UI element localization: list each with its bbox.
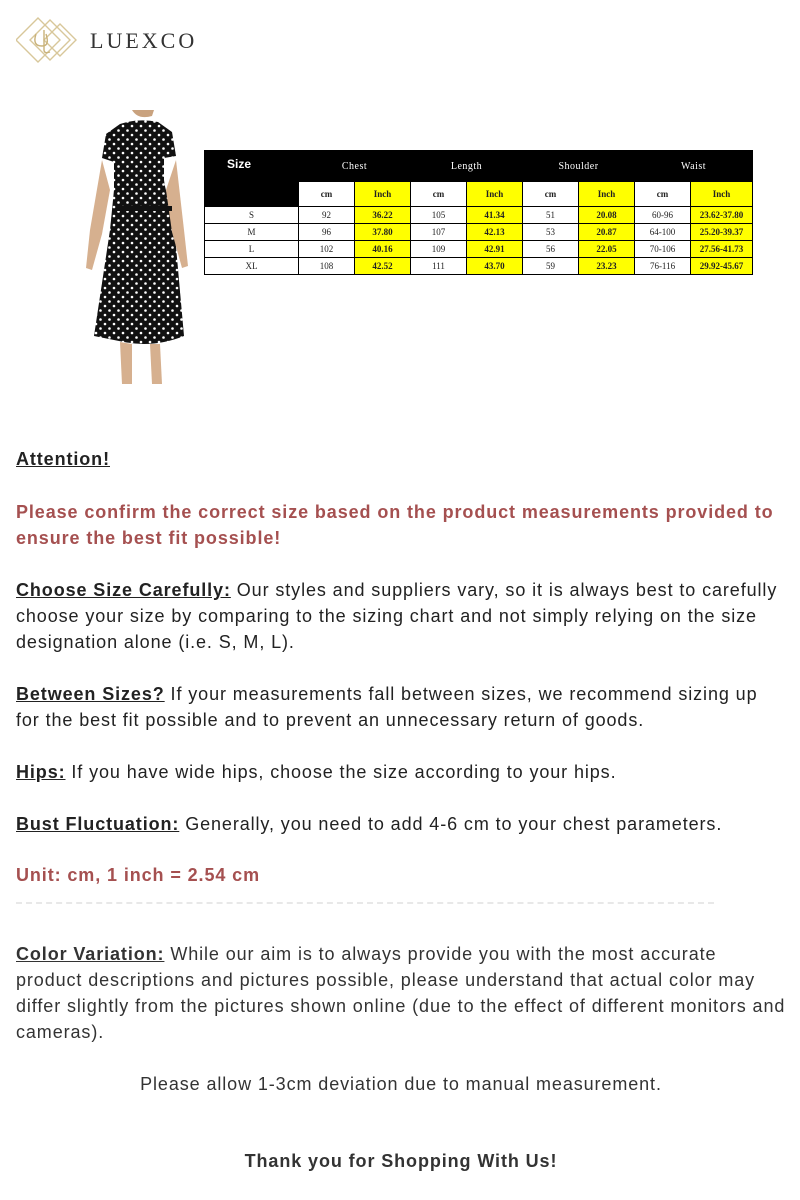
unit-cm: cm — [299, 182, 355, 207]
size-chart-table — [204, 150, 753, 275]
table-cell: 42.13 — [467, 224, 523, 241]
size-cell: XL — [205, 258, 299, 275]
color-variation-paragraph — [16, 941, 786, 1045]
table-cell: 43.70 — [467, 258, 523, 275]
choose-size-paragraph — [16, 577, 786, 655]
table-cell: 56 — [523, 241, 579, 258]
bust-paragraph — [16, 811, 786, 837]
hips-label: Hips: — [16, 762, 66, 782]
unit-cm: cm — [523, 182, 579, 207]
brand-name: LUEXCO — [90, 28, 198, 53]
luexco-emblem-icon — [16, 16, 82, 64]
length-header: Length — [411, 151, 523, 182]
choose-size-text: Our styles and suppliers vary, so it is always best to carefully choose your size by comparing to the sizing chart and not simply relying on the size designation alone (i.e. S, M, L). — [16, 580, 778, 652]
table-cell: 105 — [411, 207, 467, 224]
brand-logo[interactable] — [16, 16, 197, 64]
table-cell: 23.23 — [579, 258, 635, 275]
unit-inch: Inch — [579, 182, 635, 207]
table-cell: 37.80 — [355, 224, 411, 241]
table-cell: 76-116 — [635, 258, 691, 275]
table-cell: 102 — [299, 241, 355, 258]
table-row — [205, 224, 753, 241]
table-cell: 25.20-39.37 — [691, 224, 753, 241]
chest-header: Chest — [299, 151, 411, 182]
table-cell: 96 — [299, 224, 355, 241]
table-row — [205, 207, 753, 224]
table-cell: 64-100 — [635, 224, 691, 241]
size-cell: L — [205, 241, 299, 258]
table-cell: 20.08 — [579, 207, 635, 224]
unit-note: Unit: cm, 1 inch = 2.54 cm — [16, 865, 260, 885]
unit-inch: Inch — [691, 182, 753, 207]
unit-cm: cm — [635, 182, 691, 207]
size-header: Size — [205, 151, 299, 207]
choose-size-label: Choose Size Carefully: — [16, 580, 231, 600]
shoulder-header: Shoulder — [523, 151, 635, 182]
table-cell: 111 — [411, 258, 467, 275]
attention-heading: Attention! — [16, 449, 110, 469]
table-cell: 20.87 — [579, 224, 635, 241]
unit-inch: Inch — [355, 182, 411, 207]
table-cell: 42.52 — [355, 258, 411, 275]
table-cell: 70-106 — [635, 241, 691, 258]
between-sizes-paragraph — [16, 681, 786, 733]
unit-cm: cm — [411, 182, 467, 207]
table-cell: 60-96 — [635, 207, 691, 224]
table-cell: 107 — [411, 224, 467, 241]
thank-you-note: Thank you for Shopping With Us! — [244, 1151, 558, 1171]
hips-text: If you have wide hips, choose the size according to your hips. — [65, 762, 617, 782]
unit-inch: Inch — [467, 182, 523, 207]
dashed-divider — [16, 902, 714, 904]
table-cell: 51 — [523, 207, 579, 224]
confirm-notice: Please confirm the correct size based on the product measurements provided to ensure the best fit possible! — [16, 502, 774, 548]
table-cell: 92 — [299, 207, 355, 224]
table-cell: 41.34 — [467, 207, 523, 224]
table-row — [205, 241, 753, 258]
table-cell: 36.22 — [355, 207, 411, 224]
color-variation-text: While our aim is to always provide you with the most accurate product descriptions and pictures possible, please understand that actual color may differ slightly from the pictures shown online (due to the effect of different monitors and cameras). — [16, 944, 786, 1042]
product-photo-dress — [80, 110, 196, 384]
table-cell: 23.62-37.80 — [691, 207, 753, 224]
table-cell: 40.16 — [355, 241, 411, 258]
bust-label: Bust Fluctuation: — [16, 814, 180, 834]
size-cell: S — [205, 207, 299, 224]
table-cell: 108 — [299, 258, 355, 275]
table-cell: 42.91 — [467, 241, 523, 258]
bust-text: Generally, you need to add 4-6 cm to your chest parameters. — [179, 814, 723, 834]
hips-paragraph — [16, 759, 786, 785]
table-cell: 59 — [523, 258, 579, 275]
table-cell: 109 — [411, 241, 467, 258]
waist-header: Waist — [635, 151, 753, 182]
table-cell: 53 — [523, 224, 579, 241]
table-cell: 29.92-45.67 — [691, 258, 753, 275]
table-row — [205, 258, 753, 275]
deviation-note: Please allow 1-3cm deviation due to manual measurement. — [140, 1074, 662, 1094]
between-sizes-text: If your measurements fall between sizes, we recommend sizing up for the best fit possible and to prevent an unnecessary return of goods. — [16, 684, 758, 730]
between-sizes-label: Between Sizes? — [16, 684, 165, 704]
table-cell: 22.05 — [579, 241, 635, 258]
size-cell: M — [205, 224, 299, 241]
table-cell: 27.56-41.73 — [691, 241, 753, 258]
color-variation-label: Color Variation: — [16, 944, 165, 964]
